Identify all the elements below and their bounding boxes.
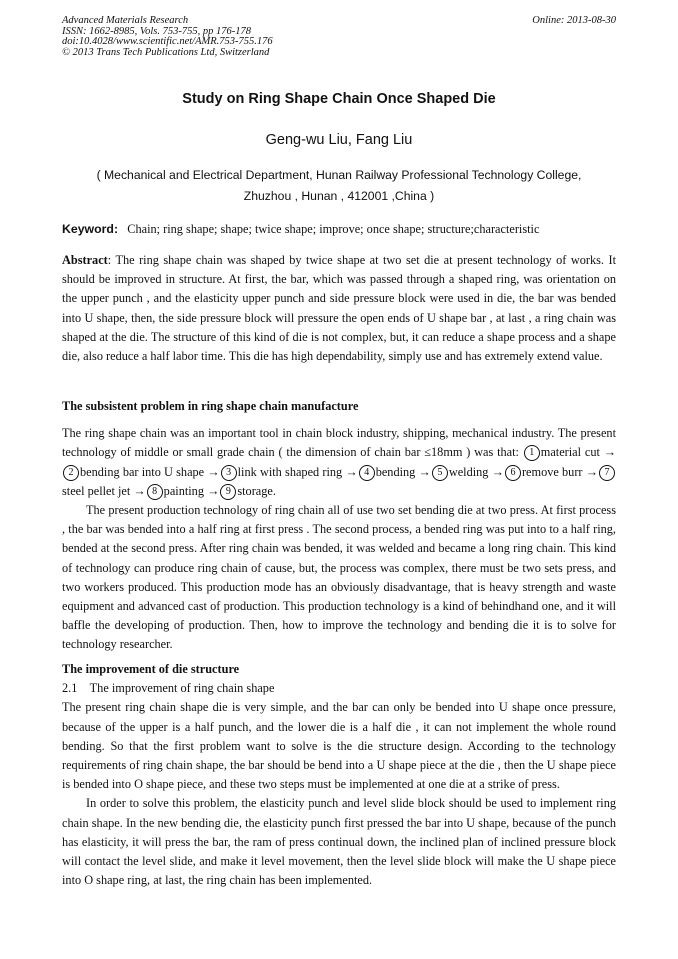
step-arrow: → — [603, 445, 616, 460]
section-2-paragraph-1: The present ring chain shape die is very simple, and the bar can only be bended into U shape once pressure, because of the upper is a half punch, and the lower die is a half die , it can not implement the whole round bending. So that the first problem want to solve is the die structure design. According to the technology requirements of ring chain shape, the bar should be bend into a U shape piece at the die , then the U shape piece is bended into O shape piece, and these two steps must be implemented at one die at a strike of press. — [62, 700, 616, 792]
copyright-line: © 2013 Trans Tech Publications Ltd, Switzerland — [62, 46, 270, 58]
authors: Geng-wu Liu, Fang Liu — [265, 132, 413, 148]
keyword-text: Chain; ring shape; shape; twice shape; improve; once shape; structure;characteristic — [127, 222, 540, 236]
online-date: Online: 2013-08-30 — [532, 15, 616, 26]
section-1 — [62, 397, 616, 655]
affiliation — [70, 165, 608, 207]
journal-header — [62, 16, 616, 58]
journal-name: Advanced Materials Research — [62, 15, 189, 26]
step-arrow: → — [418, 464, 431, 479]
step-text: welding — [448, 464, 489, 479]
abstract-text: : The ring shape chain was shaped by twice shape at two set die at present technology of works. It should be improved in structure. At first, the bar, which was passed through a shaped ring, was orientation on the upper punch , and the elasticity upper punch and side pressure block were used in die, the bar was bended into U shape, then, the side pressure block will pressure the open ends of U shape bar , at last , a ring chain was shaped at the die. The structure of this kind of die is not complex, but, it can reduce a shape process and a shape die, also reduce a half labor time. This die has high dependability, simply use and has extremely extend value. — [62, 253, 616, 364]
keywords — [62, 222, 616, 237]
section-2 — [62, 660, 616, 890]
subsection-title: The improvement of ring chain shape — [89, 681, 275, 696]
step-text: link with shaped ring — [237, 464, 343, 479]
step-text: painting — [163, 483, 204, 498]
section-2-paragraph-2: In order to solve this problem, the elasticity punch and level slide block should be used to implement ring chain shape. In the new bending die, the elasticity punch first pressed the bar into U shape, because of the punch has elasticity, it will press the bar, the ram of press continual down, the inclined plan of inclined pressure block will contact the level slide, and make it level movement, then the level slide block will make the U shape piece into O shape ring, at last, the ring chain has been implemented. — [62, 796, 616, 888]
step-arrow: → — [207, 464, 220, 479]
step-text: remove burr — [521, 464, 583, 479]
keyword-colon: : — [113, 222, 119, 236]
section-1-paragraph-1 — [62, 424, 616, 501]
subsection-number: 2.1 — [62, 681, 78, 696]
abstract — [62, 251, 616, 366]
keyword-label: Keyword — [62, 222, 114, 236]
step-arrow: → — [207, 483, 220, 498]
step-number: 5 — [432, 465, 448, 481]
step-number: 4 — [359, 465, 375, 481]
process-intro: The ring shape chain was an important tool in chain block industry, shipping, mechanical industry. The present technology of middle or small grade chain ( the dimension of chain bar ≤18mm ) was that: — [62, 426, 616, 460]
section-1-heading: The subsistent problem in ring shape chain manufacture — [62, 399, 359, 413]
step-arrow: → — [491, 464, 504, 479]
affiliation-line-1: ( Mechanical and Electrical Department, Hunan Railway Professional Technology College, — [96, 168, 582, 182]
issn-line: ISSN: 1662-8985, Vols. 753-755, pp 176-178 — [62, 25, 251, 37]
step-text: storage. — [237, 483, 276, 498]
step-text: bending bar into U shape — [80, 464, 205, 479]
section-2-heading: The improvement of die structure — [62, 662, 240, 676]
step-text: steel pellet jet — [62, 483, 131, 498]
section-1-paragraph-2: The present production technology of ring chain all of use two set bending die at two press. At first process , the bar was bended into a half ring at first press . The second process, a bended ring was put into to a half ring, bended at the second press. After ring chain was bended, it was welded and became a long ring chain. This kind of technology can produce ring chain of cause, but, the process was complex, there must be two sets press, and two workers produced. This production mode has an obviously disadvantage, that is heavy strength and waste equipment and advanced cast of production. This production technology is a kind of behindhand one, and it will baffle the developing of production. Then, how to improve the technology and bending die it is to solve for technology researcher. — [62, 503, 616, 652]
step-arrow: → — [345, 464, 358, 479]
affiliation-line-2: Zhuzhou , Hunan , 412001 ,China ) — [243, 189, 435, 203]
subsection-2-1 — [62, 679, 616, 698]
paper-title: Study on Ring Shape Chain Once Shaped Die — [182, 91, 496, 107]
step-number: 1 — [524, 445, 540, 461]
step-text: bending — [375, 464, 416, 479]
step-number: 9 — [220, 484, 236, 500]
step-number: 8 — [147, 484, 163, 500]
step-text: material cut — [540, 445, 600, 460]
step-arrow: → — [585, 464, 599, 479]
step-number: 3 — [221, 465, 237, 481]
step-number: 2 — [63, 465, 79, 481]
step-arrow: → — [133, 483, 146, 498]
step-number: 6 — [505, 465, 521, 481]
abstract-label: Abstract — [62, 253, 108, 267]
step-number: 7 — [599, 465, 615, 481]
doi-line: doi:10.4028/www.scientific.net/AMR.753-755.176 — [62, 36, 273, 48]
